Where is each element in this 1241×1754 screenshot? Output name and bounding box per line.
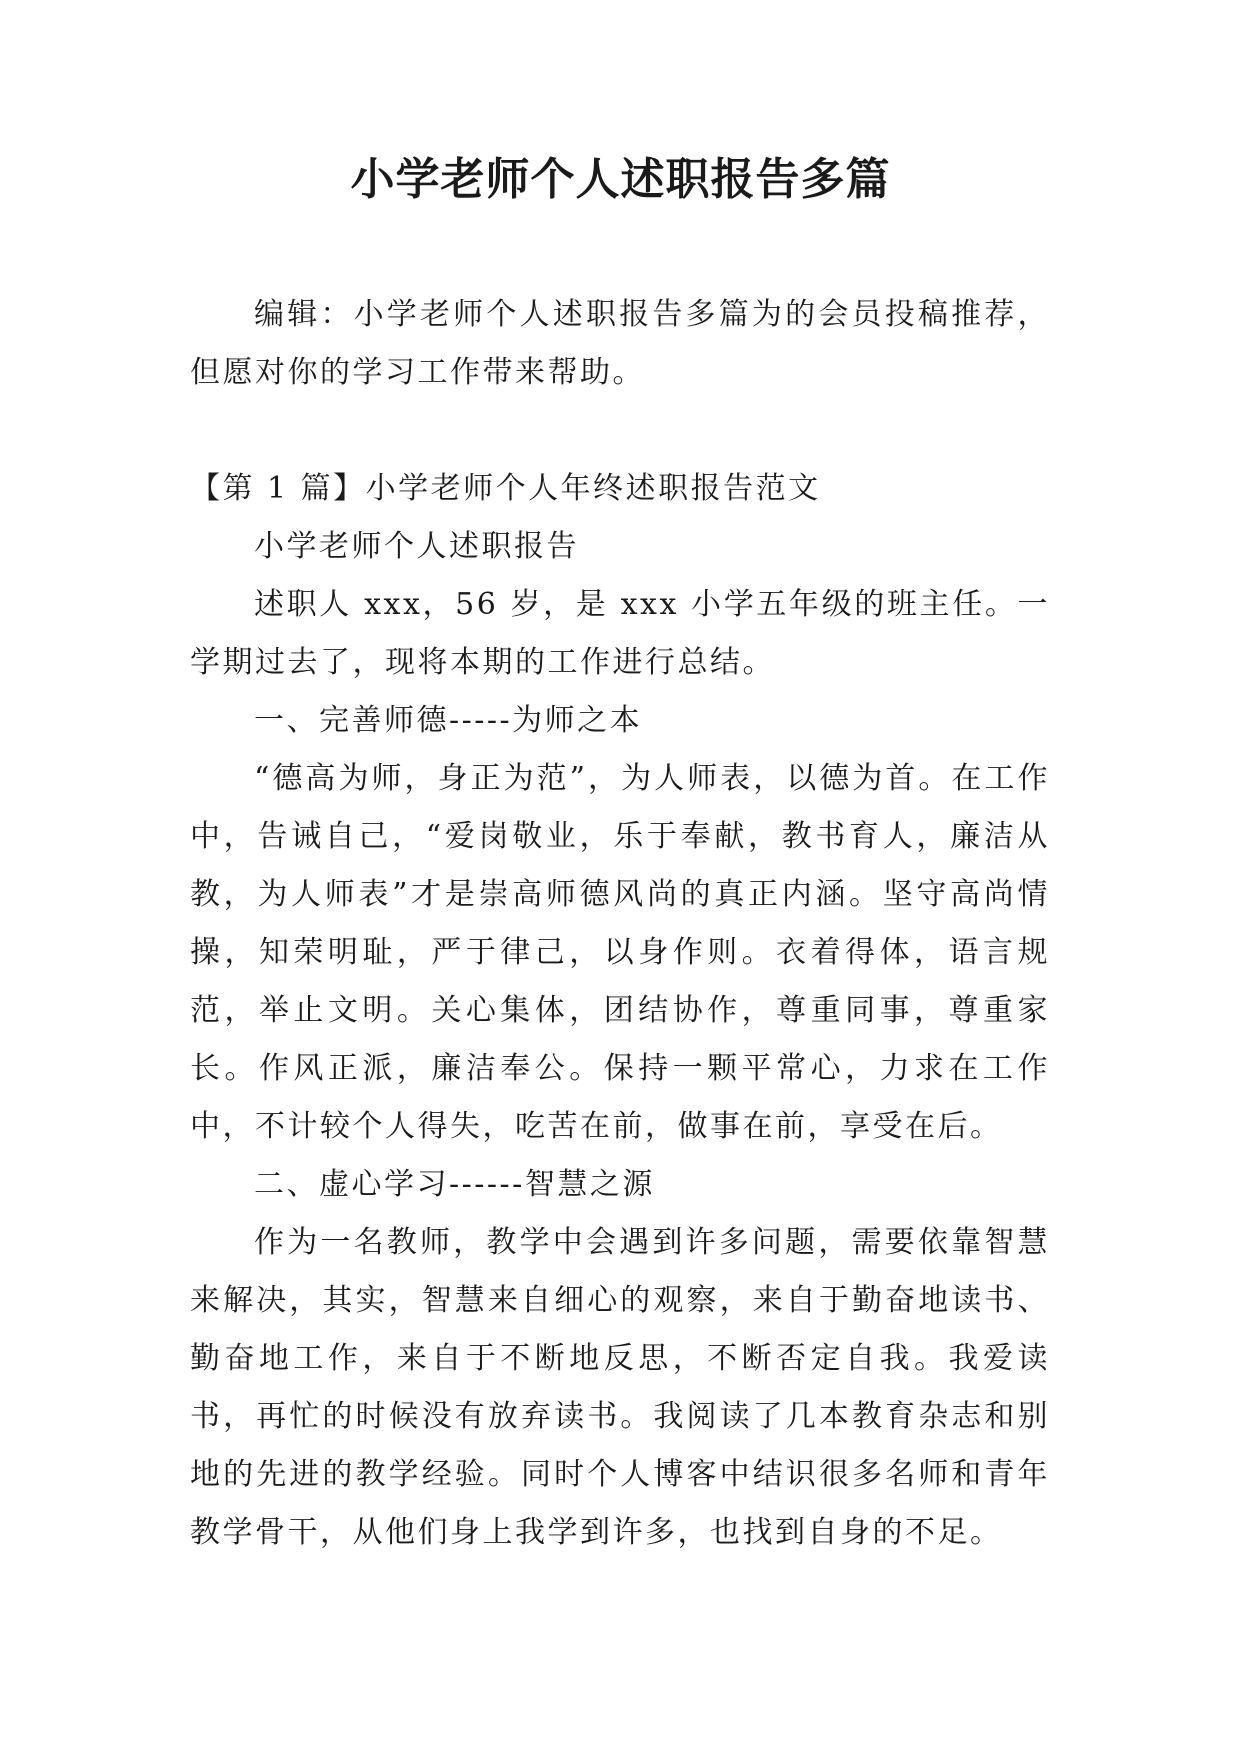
paragraph-ethics: “德高为师，身正为范”，为人师表，以德为首。在工作中，告诫自己，“爱岗敬业，乐于奉献，教书育人，廉洁从教，为人师表”才是崇高师德风尚的真正内涵。坚守高尚情操，知荣明耻，严于律己，以身作则。衣着得体，语言规范，举止文明。关心集体，团结协作，尊重同事，尊重家长。作风正派，廉洁奉公。保持一颗平常心，力求在工作中，不计较个人得失，吃苦在前，做事在前，享受在后。 (190, 761, 1050, 1144)
paragraph-reporter: 述职人 xxx，56 岁，是 xxx 小学五年级的班主任。一学期过去了，现将本期的工作进行总结。 (190, 587, 1050, 680)
paragraph-learning: 作为一名教师，教学中会遇到许多问题，需要依靠智慧来解决，其实，智慧来自细心的观察，来自于勤奋地读书、勤奋地工作，来自于不断地反思，不断否定自我。我爱读书，再忙的时候没有放弃读书。我阅读了几本教育杂志和别地的先进的教学经验。同时个人博客中结识很多名师和青年教学骨干，从他们身上我学到许多，也找到自身的不足。 (190, 1225, 1050, 1550)
section-heading-ethics: 一、完善师德-----为师之本 (254, 703, 643, 738)
document-title: 小学老师个人述职报告多篇 (350, 154, 891, 205)
spacer (190, 402, 1050, 460)
section-heading-learning: 二、虚心学习------智慧之源 (254, 1167, 655, 1202)
article-heading: 【第 1 篇】小学老师个人年终述职报告范文 (190, 471, 821, 506)
article-subtitle: 小学老师个人述职报告 (254, 529, 579, 564)
intro-paragraph: 编辑：小学老师个人述职报告多篇为的会员投稿推荐，但愿对你的学习工作带来帮助。 (190, 297, 1050, 390)
document-body (190, 286, 1050, 1562)
